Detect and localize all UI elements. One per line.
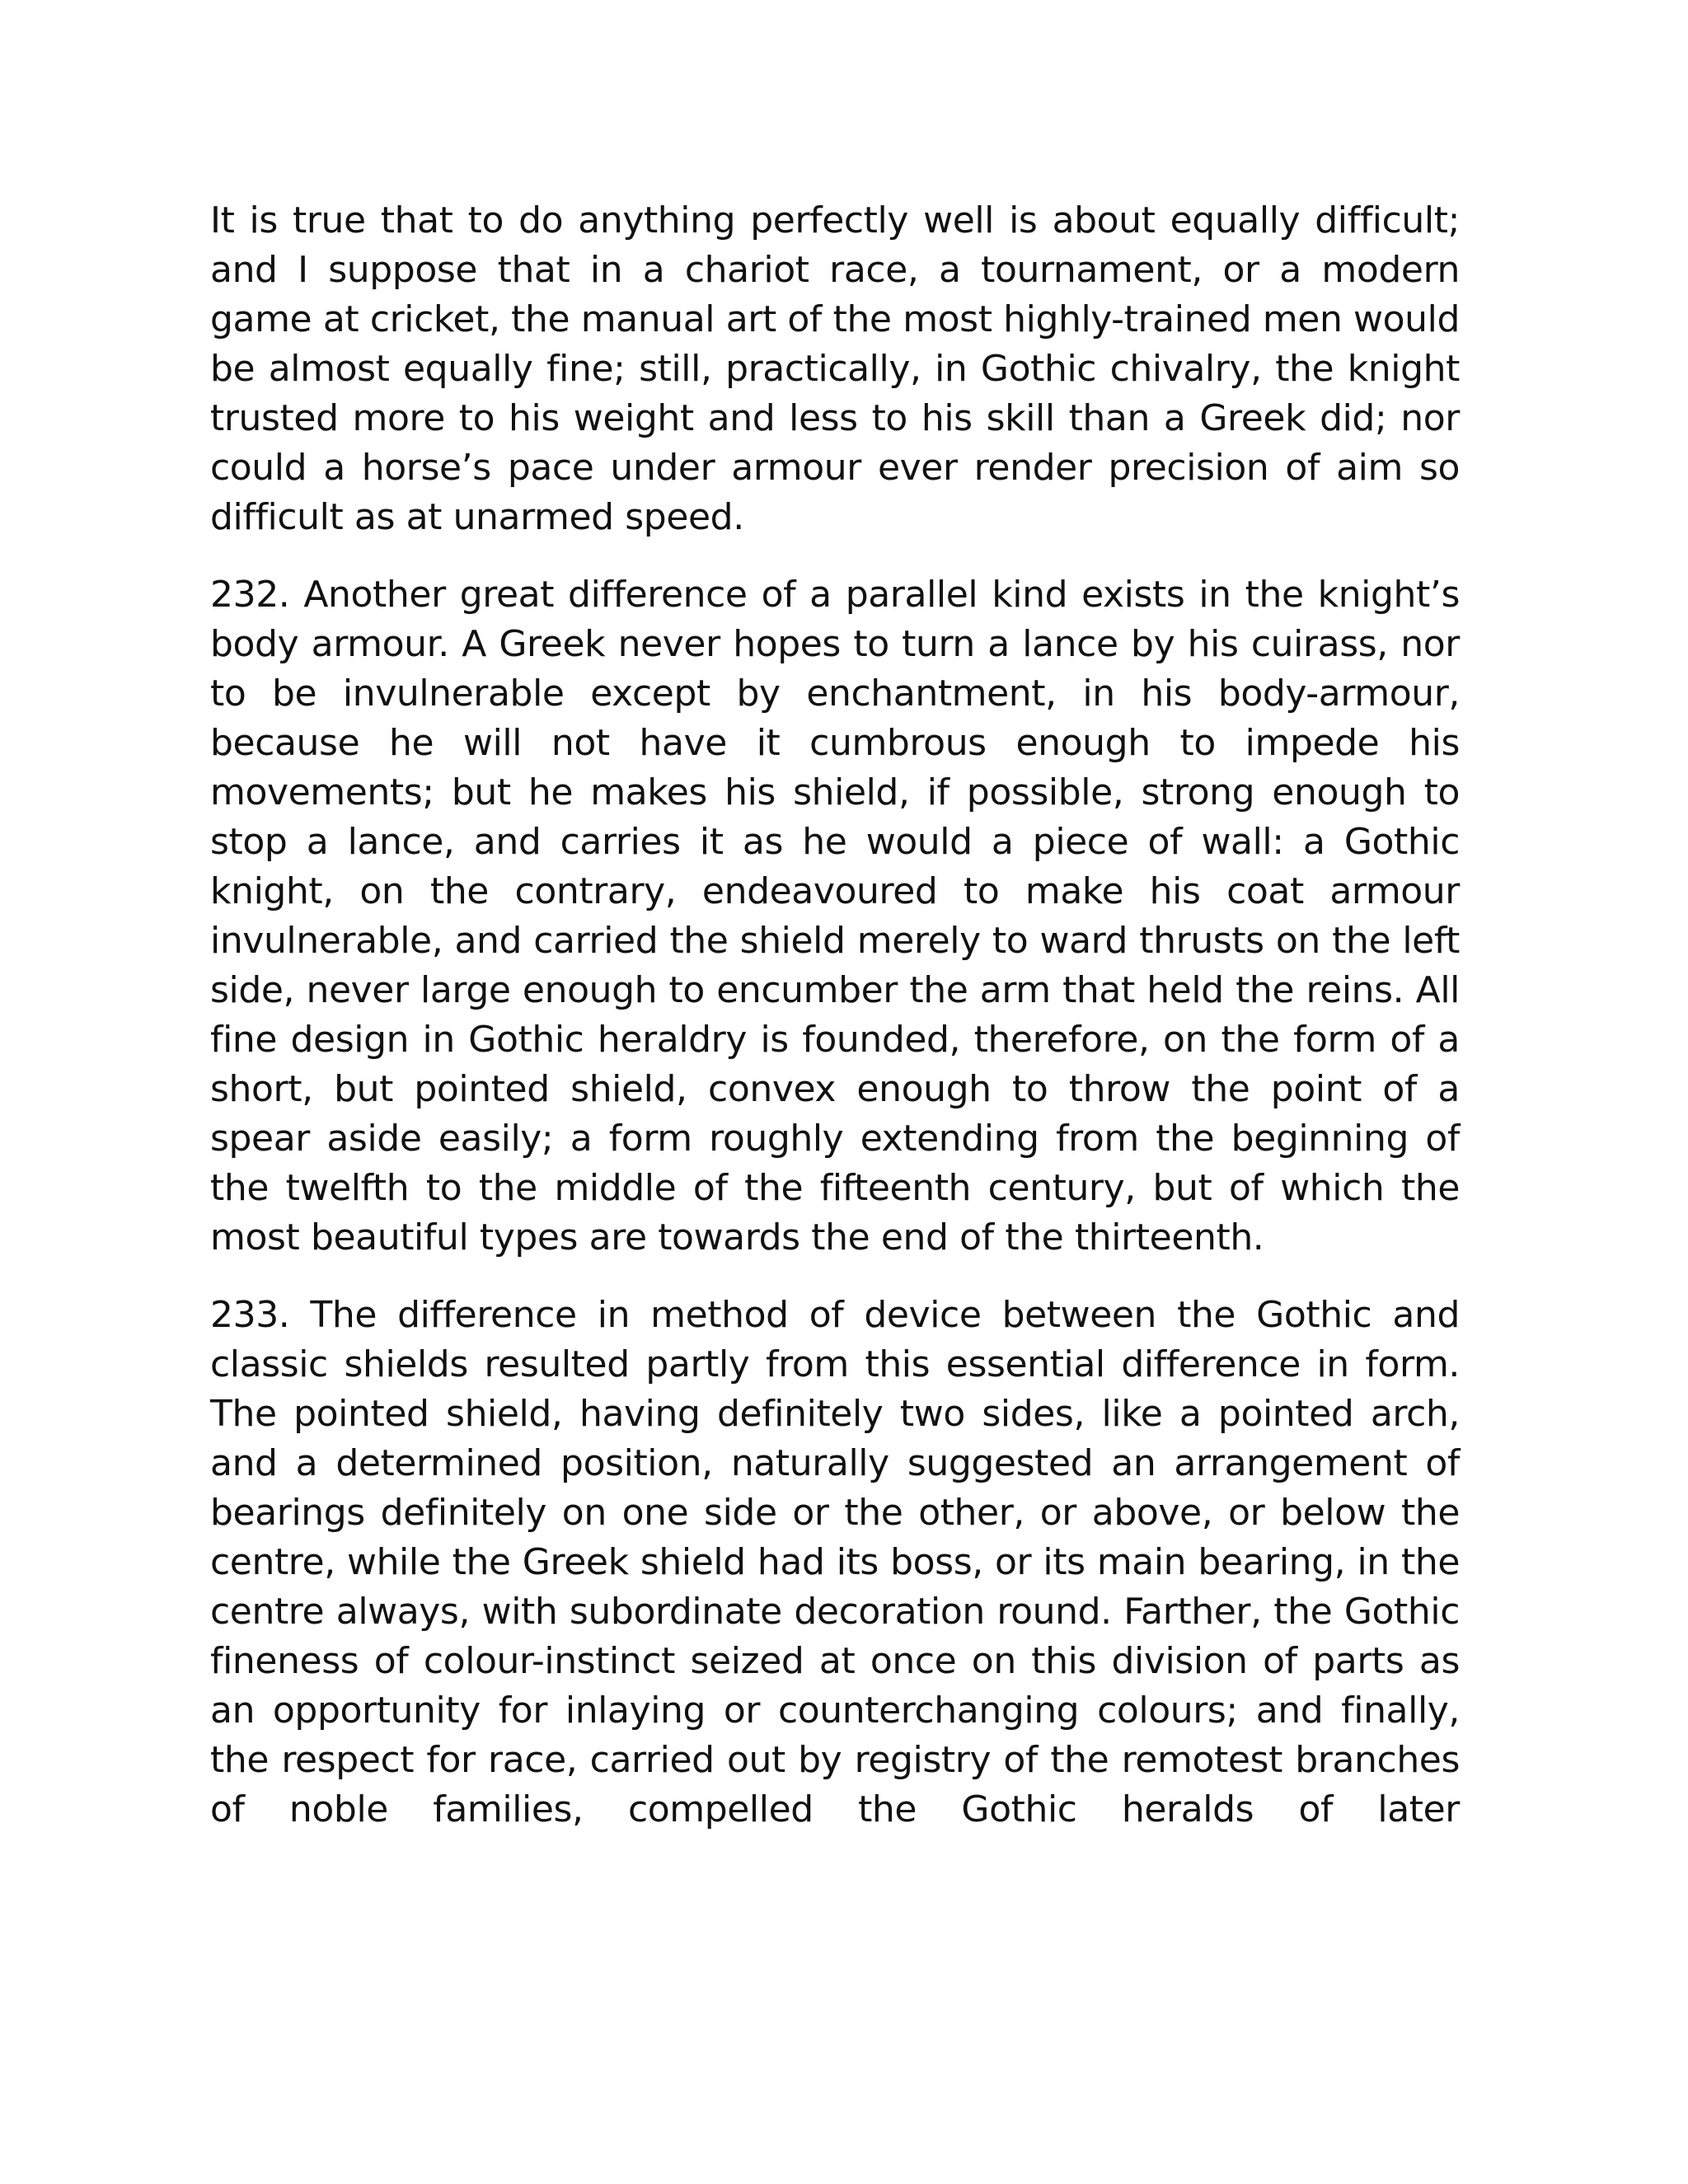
paragraph-232: 232. Another great difference of a parallel kind exists in the knight’s body armour. A Greek never hopes to turn a lance by his cuirass, nor to be invulnerable except by enchantment, in his body-armour, because he will not have it cumbrous enough to impede his movements; but he makes his shield, if possible, strong enough to stop a lance, and carries it as he would a piece of wall: a Gothic knight, on the contrary, endeavoured to make his coat armour invulnerable, and carried the shield merely to ward thrusts on the left side, never large enough to encumber the arm that held the reins. All fine design in Gothic heraldry is founded, therefore, on the form of a short, but pointed shield, convex enough to throw the point of a spear aside easily; a form roughly extending from the beginning of the twelfth to the middle of the fifteenth century, but of which the most beautiful types are towards the end of the thirteenth. [210,574,1460,1258]
paragraph-233: 233. The difference in method of device between the Gothic and classic shields resulted partly from this essential difference in form. The pointed shield, having definitely two sides, like a pointed arch, and a determined position, naturally suggested an arrangement of bearings definitely on one side or the other, or above, or below the centre, while the Greek shield had its boss, or its main bearing, in the centre always, with subordinate decoration round. Farther, the Gothic fineness of colour-instinct seized at once on this division of parts as an opportunity for inlaying or counterchanging colours; and finally, the respect for race, carried out by registry of the remotest branches of noble families, compelled the Gothic heralds of later [210,1294,1460,1830]
page-body [210,196,1460,1835]
paragraph-chivalry-intro: It is true that to do anything perfectly well is about equally difficult; and I suppose that in a chariot race, a tournament, or a modern game at cricket, the manual art of the most highly-trained men would be almost equally fine; still, practically, in Gothic chivalry, the knight trusted more to his weight and less to his skill than a Greek did; nor could a horse’s pace under armour ever render precision of aim so difficult as at unarmed speed. [210,199,1460,538]
